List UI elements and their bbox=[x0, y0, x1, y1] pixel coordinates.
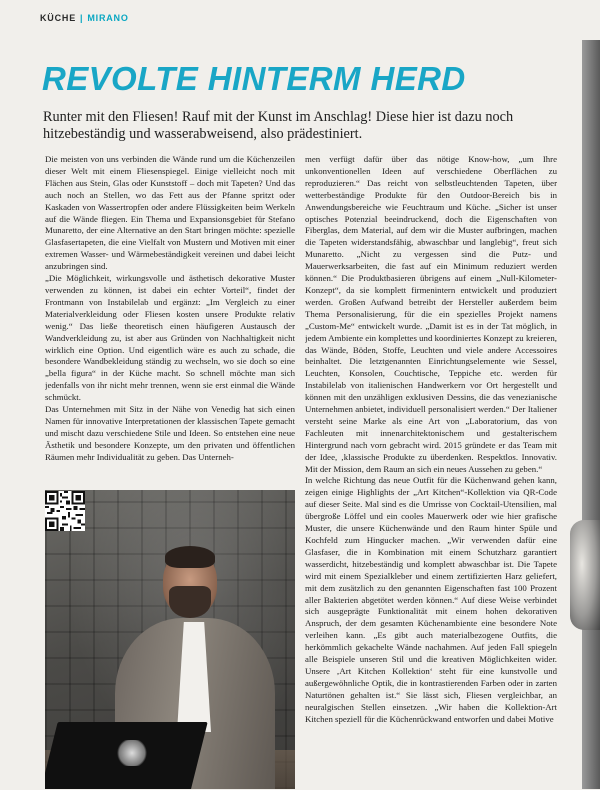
adjacent-page-edge bbox=[582, 40, 600, 789]
portrait-photo bbox=[45, 490, 295, 789]
photo-person-beard bbox=[169, 586, 211, 618]
body-column-right bbox=[305, 154, 557, 790]
adjacent-page-object bbox=[570, 520, 600, 630]
body-paragraph: Das Unternehmen mit Sitz in der Nähe von Venedig hat sich einen Namen für innovative Interpretationen der klassischen Tapete gemacht und mischt dazu verschiedene Stile und Ideen. So entstehen eine neue Ästhetik und besondere Konzepte, um den privaten und öffentlichen Räumen mehr Individualität zu geben. Das Unterneh- bbox=[45, 404, 295, 462]
body-column-left bbox=[45, 154, 295, 484]
photo-person-hair bbox=[165, 546, 215, 568]
photo-book-art bbox=[115, 740, 149, 766]
body-paragraph: „Die Möglichkeit, wirkungsvolle und ästhetisch dekorative Muster verwenden zu können, ist dabei ein echter Vorteil“, findet der Frontmann von Instabilelab und ergänzt: „Im Vergleich zu einer Materialverkleidung oder Fliesen kosten unsere Produkte relativ wenig.“ Das ließe theoretisch einen häufigeren Austausch der Wandverkleidung zu, ist aber aus Gründen von Nachhaltigkeit nicht wirklich eine Option. Und eigentlich wäre es auch zu schade, die besondere Wandbekleidung ständig zu wechseln, wo sie doch so eine „bella figura“ in der Küche macht. So schnell möchte man sich jedenfalls von ihr nicht mehr trennen, wenn sie erst einmal die Wände schmückt. bbox=[45, 273, 295, 403]
subsection-label: MIRANO bbox=[87, 13, 129, 23]
body-paragraph: In welche Richtung das neue Outfit für die Küchenwand gehen kann, zeigen einige Highlights der „Art Kitchen“-Kollektion via QR-Code auf dieser Seite. Mal sind es die Umrisse von Cocktail-Utensilien, mal übergroße Löffel und ein cooles Mauerwerk oder wie hier grafische Muster, die unsere Küchenwände und den Raum hinter Spüle und Kochfeld zum Hingucker machen. „Wir verwenden dafür eine Glasfaser, die in Kombination mit einem Schutzharz garantiert wasserdicht, hitzebeständig und komplett abwaschbar ist. Die Tapete wird mit einem Spezialkleber und einem zertifizierten Harz geliefert, mit dem zusätzlich zu den genannten Eigenschaften fast 100 Prozent aller Bakterien abgetötet werden können.“ Auf diese Weise verbindet sich ausgeprägte Funktionalität mit einem hohen dekorativen Anspruch, der dem gesamten Küchenambiente eine besondere Note verleihen kann. „Es gibt auch materialbezogene Outfits, die herkömmlich gekachelte Wände nachahmen. Auf jeden Fall spiegeln alle Beispiele unseren Stil und die kreativen Möglichkeiten wider. Unsere ‚Art Kitchen Kollektion‘ steht für eine kunstvolle und außergewöhnliche Optik, die in kontrastierenden Farben oder in zarten Naturtönen gehalten ist.“ Sie lässt sich, Fliesen vergleichbar, an neuralgischen Stellen einsetzen. „Wir haben die Kollektion-Art Kitchen speziell für die Küchenrückwand entworfen und dabei Motive bbox=[305, 475, 557, 724]
section-separator: | bbox=[80, 13, 84, 23]
deck-subtitle: Runter mit den Fliesen! Rauf mit der Kunst im Anschlag! Diese hier ist dazu noch hitzebeständig und wasserabweisend, also prädestiniert. bbox=[43, 109, 514, 142]
section-label: KÜCHE bbox=[40, 13, 77, 23]
headline: REVOLTE HINTERM HERD bbox=[42, 60, 466, 97]
body-paragraph: Die meisten von uns verbinden die Wände rund um die Küchenzeilen dieser Welt mit einem Fliesenspiegel. Einige vielleicht noch mit Flächen aus Stein, Glas oder Kunststoff – doch mit Tapeten? Und das auch noch an Stellen, wo das Fett aus der Pfanne spritzt oder Kaskaden von Wassertropfen oder andere Flüssigkeiten beim Werkeln auf die Wände fliegen. Ein Thema und Expansionsgebiet für Stefano Munaretto, der eine Alternative an den Start bringen möchte: spezielle Glasfasertapeten, die eine Vielfalt von Mustern und Motiven mit einer extremen Wasser- und Wärmebeständigkeit vereinen und dabei leicht anzubringen sind. bbox=[45, 154, 295, 272]
qr-code[interactable] bbox=[45, 491, 85, 531]
body-paragraph: men verfügt dafür über das nötige Know-how, „um Ihre unkonventionellen Ideen auf verschiedene Oberflächen zu reproduzieren.“ Das reicht von selbstleuchtenden Tapeten, über wetterbeständige Produkte für den Outdoor-Bereich bis in Anwendungsbereiche wie Feuchtraum und Küche. „Sicher ist unser optisches Potenzial beeindruckend, doch die Eigenschaften von Fiberglas, dem Material, auf dem wir die Muster aufbringen, machen die Tapeten widerstandsfähig, abwaschbar und langlebig“, freut sich Munaretto. „Nicht zu vergessen sind die Putz- und Mauerwerksarbeiten, die fast auf ein Minimum reduziert werden können.“ Die Produktbasieren übrigens auf einem „Null-Kilometer-Konzept“, da sie komplett firmenintern entwickelt und produziert werden. Großen Aufwand betreibt der Hersteller außerdem beim Thema Personalisierung, für die ein spezielles Projekt namens „Custom-Me“ entwickelt wurde. „Damit ist es in der Tat möglich, in jedem Ambiente ein komplettes und koordiniertes Konzept zu kreieren, das Wände, Böden, Stoffe, Leuchten und viele andere Accessoires beinhaltet. Die letztgenannten Einrichtungselemente wie Sessel, Leuchten, Konsolen, Couchtische, Teppiche etc. werden für Instabilelab von italienischen Handwerkern vor Ort hergestellt und können mit den unzähligen exklusiven Dessins, die das venezianische Unternehmen anbietet, individuell personalisiert werden.“ Der Italiener versteht seine Marke als eine Art von „Laboratorium, das von Fachleuten mit innenarchitektonischem und gestalterischem Hintergrund nach vorn gebracht wird. 2015 gründete er das Team mit der Idee, ‚klassische Produkte zu überdenken. Respektlos. Innovativ. Mit der Mission, dem Raum an sich ein neues Aussehen zu geben.“ bbox=[305, 154, 557, 474]
section-header bbox=[40, 13, 129, 23]
